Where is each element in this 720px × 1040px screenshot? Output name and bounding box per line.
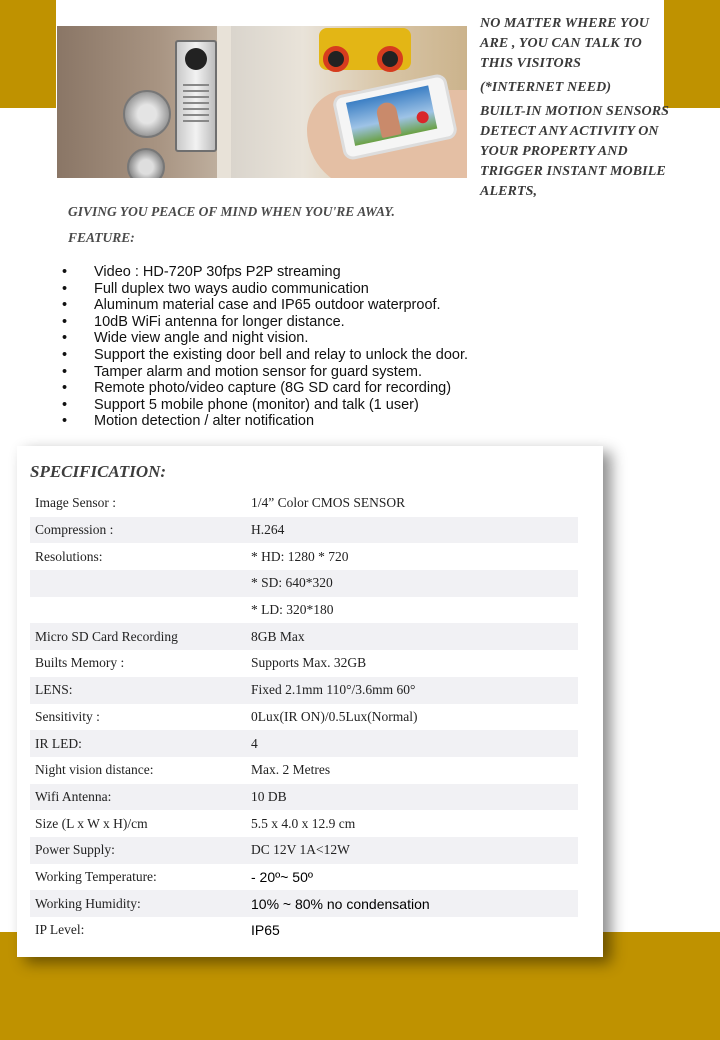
toy-wheel-icon: [377, 46, 403, 72]
visitor-figure: [375, 101, 402, 138]
spec-value: 1/4” Color CMOS SENSOR: [251, 495, 406, 511]
spec-value: 4: [246, 730, 578, 757]
feature-text: Support the existing door bell and relay to unlock the door.: [94, 346, 469, 363]
spec-key: IR LED:: [30, 730, 246, 757]
spec-key: [30, 570, 246, 597]
spec-key: Size (L x W x H)/cm: [35, 815, 148, 831]
spec-value: Fixed 2.1mm 110°/3.6mm 60°: [246, 677, 578, 704]
bullet-icon: •: [62, 297, 68, 314]
specification-table: [30, 490, 578, 944]
feature-text: Motion detection / alter notification: [94, 413, 315, 430]
spec-row: [30, 917, 578, 944]
spec-value: H.264: [246, 517, 578, 544]
spec-value: * SD: 640*320: [246, 570, 578, 597]
door-frame-image: [217, 26, 231, 178]
spec-row: [30, 810, 578, 837]
doorbell-speaker-grille: [183, 82, 209, 122]
spec-key: Working Humidity:: [30, 890, 246, 917]
feature-item: [62, 281, 468, 298]
bullet-icon: •: [62, 280, 68, 297]
feature-text: Wide view angle and night vision.: [94, 330, 309, 347]
feature-text: Full duplex two ways audio communication: [94, 280, 369, 297]
specification-heading: SPECIFICATION:: [30, 462, 167, 481]
product-photo: [57, 26, 467, 178]
feature-heading: FEATURE:: [68, 230, 135, 245]
doorbell-camera-icon: [185, 48, 207, 70]
spec-key: LENS:: [30, 677, 246, 704]
spec-value: * LD: 320*180: [251, 602, 334, 618]
spec-row: [30, 650, 578, 677]
spec-row: [30, 784, 578, 811]
bullet-icon: •: [62, 396, 68, 413]
spec-value: * HD: 1280 * 720: [251, 548, 349, 564]
feature-item: [62, 380, 468, 397]
bullet-icon: •: [62, 380, 68, 397]
bullet-icon: •: [62, 363, 68, 380]
gold-accent-top-left: [0, 0, 56, 108]
spec-key: [30, 597, 246, 624]
feature-item: [62, 397, 468, 414]
spec-key: Sensitivity :: [35, 708, 100, 724]
feature-item: [62, 413, 468, 430]
feature-text: 10dB WiFi antenna for longer distance.: [94, 313, 345, 330]
spec-row: [30, 730, 578, 757]
feature-item: [62, 330, 468, 347]
spec-key: Micro SD Card Recording: [30, 623, 246, 650]
spec-value: 10% ~ 80% no condensation: [246, 890, 578, 917]
gold-accent-top-right: [664, 0, 720, 108]
video-doorbell-image: [175, 40, 217, 152]
spec-key: Image Sensor :: [35, 495, 116, 511]
spec-row: [30, 837, 578, 864]
spec-value: DC 12V 1A<12W: [246, 837, 578, 864]
spec-key: Night vision distance:: [35, 762, 154, 778]
spec-key: Power Supply:: [30, 837, 246, 864]
feature-item: [62, 297, 468, 314]
door-knob-image: [127, 148, 165, 178]
spec-row: [30, 704, 578, 731]
spec-key: Resolutions:: [35, 548, 103, 564]
bullet-icon: •: [62, 330, 68, 347]
spec-row: [30, 490, 578, 517]
spec-row: [30, 890, 578, 917]
spec-row: [30, 864, 578, 891]
spec-key: Compression :: [30, 517, 246, 544]
spec-row: [30, 677, 578, 704]
feature-text: Remote photo/video capture (8G SD card for recording): [94, 380, 452, 397]
promo-line-internet: (*INTERNET NEED): [480, 80, 612, 95]
phone-screen: [346, 85, 437, 146]
peace-of-mind-text: GIVING YOU PEACE OF MIND WHEN YOU'RE AWAY.: [68, 204, 395, 219]
spec-key: Builts Memory :: [35, 655, 125, 671]
feature-item: [62, 264, 468, 281]
bullet-icon: •: [62, 346, 68, 363]
feature-item: [62, 347, 468, 364]
promo-side-text: [480, 14, 670, 202]
feature-text: Video : HD-720P 30fps P2P streaming: [94, 264, 341, 280]
spec-key: IP Level:: [35, 922, 85, 938]
feature-text: Aluminum material case and IP65 outdoor waterproof.: [94, 297, 441, 314]
spec-value: 5.5 x 4.0 x 12.9 cm: [251, 815, 356, 831]
spec-value: - 20º~ 50º: [251, 868, 313, 885]
spec-value: 8GB Max: [246, 623, 578, 650]
spec-row: [30, 597, 578, 624]
feature-list: [62, 264, 468, 430]
deadbolt-lock-image: [123, 90, 171, 138]
feature-text: Tamper alarm and motion sensor for guard system.: [94, 363, 422, 380]
spec-key: Wifi Antenna:: [30, 784, 246, 811]
spec-row: [30, 757, 578, 784]
bullet-icon: •: [62, 313, 68, 330]
specification-card: [17, 446, 603, 957]
feature-text: Support 5 mobile phone (monitor) and talk (1 user): [94, 396, 419, 413]
promo-line-motion: BUILT-IN MOTION SENSORS DETECT ANY ACTIVITY ON YOUR PROPERTY AND TRIGGER INSTANT MOBILE ALERTS,: [480, 104, 670, 199]
bullet-icon: •: [62, 264, 68, 280]
feature-item: [62, 314, 468, 331]
spec-row: [30, 517, 578, 544]
spec-value: 0Lux(IR ON)/0.5Lux(Normal): [251, 708, 418, 724]
spec-key: Working Temperature:: [35, 868, 157, 884]
spec-value: Supports Max. 32GB: [251, 655, 367, 671]
call-button-icon: [416, 110, 430, 124]
toy-wheel-icon: [323, 46, 349, 72]
toy-truck-image: [319, 28, 411, 70]
bullet-icon: •: [62, 413, 68, 430]
spec-value: Max. 2 Metres: [251, 762, 331, 778]
spec-row: [30, 623, 578, 650]
feature-item: [62, 364, 468, 381]
promo-line-talk: NO MATTER WHERE YOU ARE , YOU CAN TALK TO THIS VISITORS: [480, 16, 650, 71]
spec-value: 10 DB: [246, 784, 578, 811]
spec-row: [30, 543, 578, 570]
spec-value: IP65: [251, 922, 280, 939]
spec-row: [30, 570, 578, 597]
